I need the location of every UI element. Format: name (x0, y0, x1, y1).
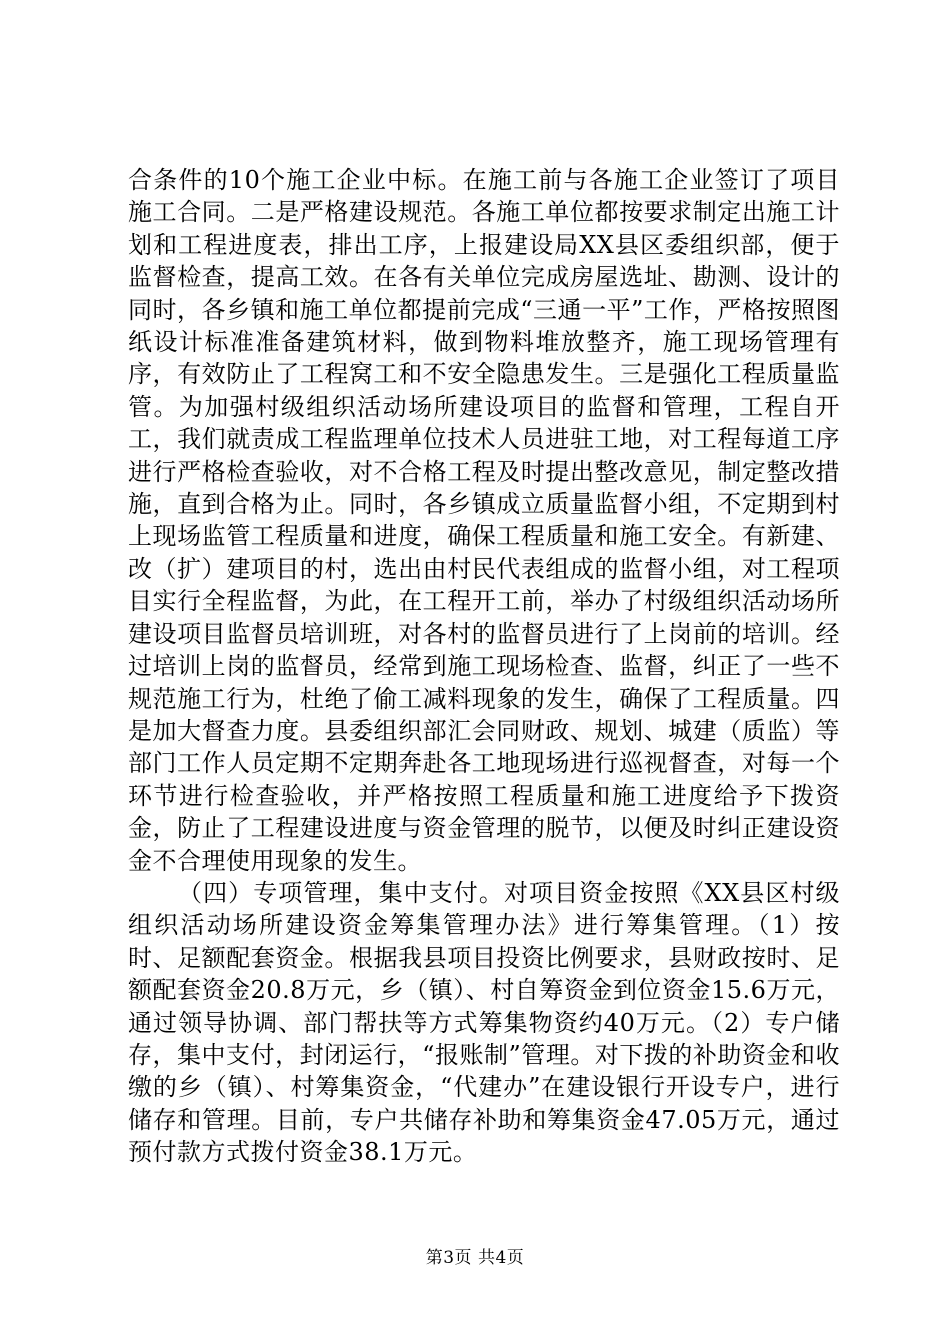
paragraph-section-four: （四）专项管理，集中支付。对项目资金按照《XX县区村级组织活动场所建设资金筹集管理办法》进行筹集管理。（1）按时、足额配套资金。根据我县项目投资比例要求，县财政按时、足额配套资金20.8万元，乡（镇）、村自筹资金到位资金15.6万元，通过领导协调、部门帮扶等方式筹集物资约40万元。（2）专户储存，集中支付，封闭运行，“报账制”管理。对下拨的补助资金和收缴的乡（镇）、村筹集资金，“代建办”在建设银行开设专户，进行储存和管理。目前，专户共储存补助和筹集资金47.05万元，通过预付款方式拨付资金38.1万元。 (128, 878, 840, 1167)
page-footer: 第3页 共4页 (425, 1248, 525, 1268)
paragraph-continuation: 合条件的10个施工企业中标。在施工前与各施工企业签订了项目施工合同。二是严格建设规范。各施工单位都按要求制定出施工计划和工程进度表，排出工序，上报建设局XX县区委组织部，便于监督检查，提高工效。在各有关单位完成房屋选址、勘测、设计的同时，各乡镇和施工单位都提前完成“三通一平”工作，严格按照图纸设计标准准备建筑材料，做到物料堆放整齐，施工现场管理有序，有效防止了工程窝工和不安全隐患发生。三是强化工程质量监管。为加强村级组织活动场所建设项目的监督和管理，工程自开工，我们就责成工程监理单位技术人员进驻工地，对工程每道工序进行严格检查验收，对不合格工程及时提出整改意见，制定整改措施，直到合格为止。同时，各乡镇成立质量监督小组，不定期到村上现场监管工程质量和进度，确保工程质量和施工安全。有新建、改（扩）建项目的村，选出由村民代表组成的监督小组，对工程项目实行全程监督，为此，在工程开工前，举办了村级组织活动场所建设项目监督员培训班，对各村的监督员进行了上岗前的培训。经过培训上岗的监督员，经常到施工现场检查、监督，纠正了一些不规范施工行为，杜绝了偷工减料现象的发生，确保了工程质量。四是加大督查力度。县委组织部汇会同财政、规划、城建（质监）等部门工作人员定期不定期奔赴各工地现场进行巡视督查，对每一个环节进行检查验收，并严格按照工程质量和施工进度给予下拨资金，防止了工程建设进度与资金管理的脱节，以便及时纠正建设资金不合理使用现象的发生。 (128, 166, 840, 875)
document-body (128, 164, 840, 1169)
